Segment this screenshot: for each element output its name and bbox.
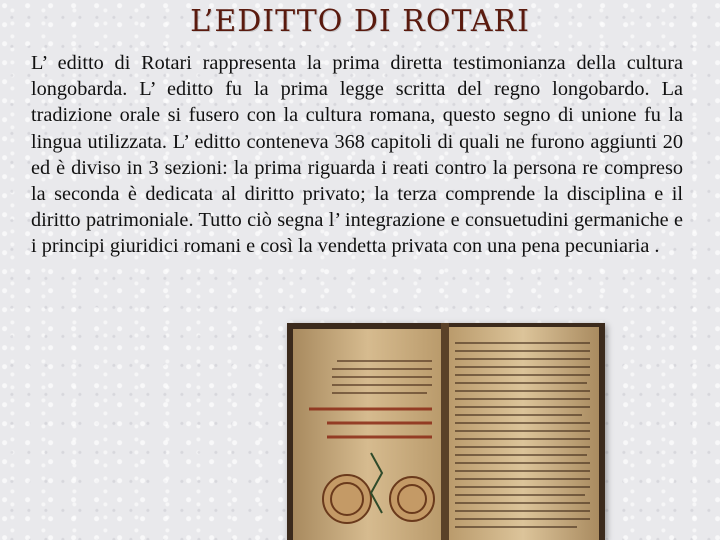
body-paragraph: L’ editto di Rotari rappresenta la prima diretta testimonianza della cultura longobarda. L’ editto fu la prima legge scritta del regno longobardo. La tradizione orale si fusero con la cultura romana, questo segno di unione fu la lingua utilizzata. L’ editto conteneva 368 capitoli di quali ne furono aggiunti 20 ed è diviso in 3 sezioni: la prima riguarda i reati contro la persona re compreso la seconda è dedicata al diritto privato; la terza comprende la disciplina e il diritto patrimoniale. Tutto ciò segna l’ integrazione e consuetudini germaniche e i principi giuridici romani e così la vendetta privata con una pena pecuniaria . bbox=[31, 52, 683, 258]
slide-title: L’EDITTO DI ROTARI bbox=[190, 4, 530, 39]
manuscript-image bbox=[287, 323, 605, 540]
